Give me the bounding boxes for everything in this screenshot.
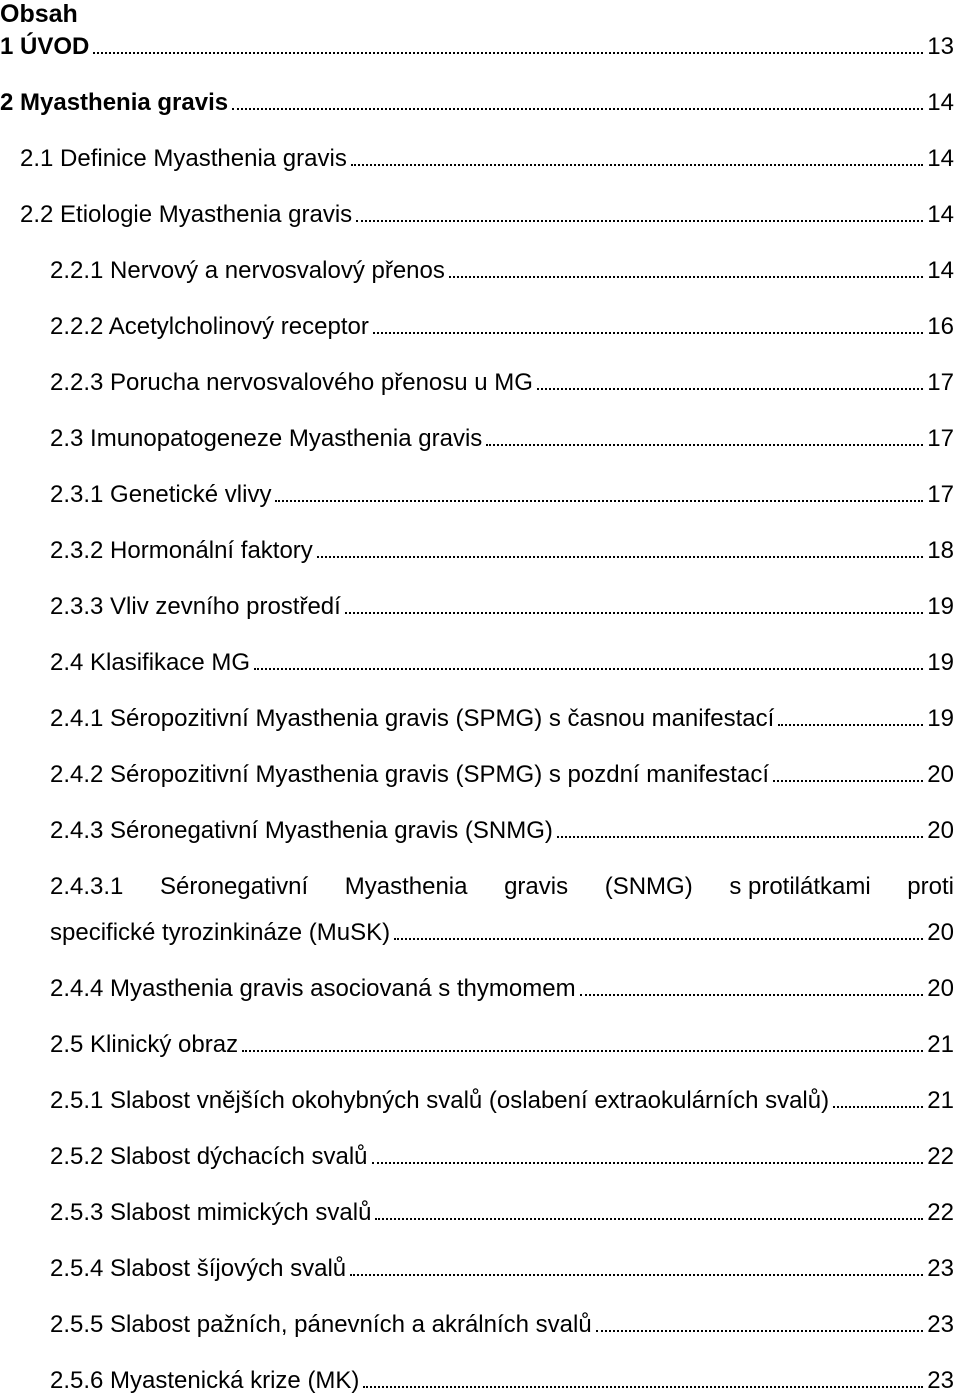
toc-page-number: 14	[927, 257, 954, 284]
toc-entry-2-5-4[interactable]	[50, 1255, 954, 1283]
dot-leader	[833, 1106, 923, 1108]
toc-page-number: 16	[927, 313, 954, 340]
toc-page-number: 19	[927, 593, 954, 620]
toc-heading: Obsah	[0, 0, 78, 28]
dot-leader	[356, 220, 923, 222]
toc-entry-2-5-6[interactable]	[50, 1367, 954, 1395]
dot-leader	[350, 1274, 923, 1276]
dot-leader	[373, 332, 923, 334]
dot-leader	[375, 1218, 923, 1220]
toc-page-number: 20	[927, 975, 954, 1002]
toc-entry-2-4-2[interactable]	[50, 761, 954, 789]
toc-entry-2-2-2[interactable]	[50, 313, 954, 341]
toc-entry-label: 2.3.3 Vliv zevního prostředí	[50, 593, 341, 620]
toc-entry-label: 2.4 Klasifikace MG	[50, 649, 251, 676]
toc-entry-2-5-1[interactable]	[50, 1087, 954, 1115]
dot-leader	[363, 1386, 923, 1388]
toc-entry-label: 2.2 Etiologie Myasthenia gravis	[20, 201, 353, 228]
toc-entry-label: 1 ÚVOD	[0, 33, 90, 60]
toc-word: Séronegativní	[160, 873, 309, 900]
toc-entry-2-4-4[interactable]	[50, 975, 954, 1003]
toc-entry-label: 2.4.2 Séropozitivní Myasthenia gravis (SPMG) s pozdní manifestací	[50, 761, 769, 788]
toc-page-number: 23	[927, 1367, 954, 1394]
toc-page-number: 21	[927, 1031, 954, 1058]
toc-entry-2-4-3-1[interactable]	[50, 919, 954, 947]
toc-entry-label: 2.2.2 Acetylcholinový receptor	[50, 313, 369, 340]
dot-leader	[596, 1330, 924, 1332]
toc-entry-2-1[interactable]	[20, 145, 954, 173]
toc-page-number: 14	[927, 145, 954, 172]
toc-word: (SNMG)	[604, 873, 693, 900]
toc-entry-label: 2.5.1 Slabost vnějších okohybných svalů (oslabení extraokulárních svalů)	[50, 1087, 830, 1114]
dot-leader	[317, 556, 924, 558]
dot-leader	[449, 276, 923, 278]
toc-page-number: 19	[927, 705, 954, 732]
toc-page-number: 20	[927, 919, 954, 946]
toc-page-number: 23	[927, 1311, 954, 1338]
toc-page-number: 23	[927, 1255, 954, 1282]
toc-entry-1[interactable]	[0, 33, 954, 61]
dot-leader	[242, 1050, 923, 1052]
toc-entry-label: 2.4.4 Myasthenia gravis asociovaná s thymomem	[50, 975, 576, 1002]
toc-page-number: 21	[927, 1087, 954, 1114]
toc-entry-label: 2.5.3 Slabost mimických svalů	[50, 1199, 372, 1226]
toc-page-number: 22	[927, 1143, 954, 1170]
toc-page-number: 20	[927, 761, 954, 788]
toc-word: s protilátkami	[729, 873, 871, 900]
toc-page-number: 17	[927, 369, 954, 396]
toc-entry-2-4-1[interactable]	[50, 705, 954, 733]
toc-page-number: 20	[927, 817, 954, 844]
toc-entry-2[interactable]	[0, 89, 954, 117]
toc-word: 2.4.3.1	[50, 873, 124, 900]
toc-word: Myasthenia	[344, 873, 468, 900]
toc-entry-2-5[interactable]	[50, 1031, 954, 1059]
toc-page-number: 14	[927, 89, 954, 116]
toc-page-number: 22	[927, 1199, 954, 1226]
toc-entry-label: 2.5 Klinický obraz	[50, 1031, 239, 1058]
toc-entry-2-2-3[interactable]	[50, 369, 954, 397]
toc-entry-label: 2.4.1 Séropozitivní Myasthenia gravis (SPMG) s časnou manifestací	[50, 705, 775, 732]
dot-leader	[580, 994, 924, 996]
toc-entry-2-4-3[interactable]	[50, 817, 954, 845]
dot-leader	[394, 938, 923, 940]
dot-leader	[254, 668, 923, 670]
toc-page-number: 17	[927, 481, 954, 508]
dot-leader	[537, 388, 923, 390]
toc-entry-label: 2.2.3 Porucha nervosvalového přenosu u MG	[50, 369, 533, 396]
toc-entry-label: 2.3.1 Genetické vlivy	[50, 481, 272, 508]
toc-entry-label: 2.5.5 Slabost pažních, pánevních a akrálních svalů	[50, 1311, 592, 1338]
toc-page-number: 18	[927, 537, 954, 564]
toc-entry-2-5-2[interactable]	[50, 1143, 954, 1171]
toc-entry-2-4-3-1-line1[interactable]	[50, 873, 954, 901]
toc-entry-2-3[interactable]	[50, 425, 954, 453]
toc-entry-label: 2.3 Imunopatogeneze Myasthenia gravis	[50, 425, 483, 452]
dot-leader	[275, 500, 923, 502]
dot-leader	[93, 52, 923, 54]
dot-leader	[351, 164, 923, 166]
toc-entry-2-5-3[interactable]	[50, 1199, 954, 1227]
toc-entry-label: 2.2.1 Nervový a nervosvalový přenos	[50, 257, 445, 284]
toc-entry-label: 2 Myasthenia gravis	[0, 89, 229, 116]
dot-leader	[773, 780, 923, 782]
toc-entry-2-3-1[interactable]	[50, 481, 954, 509]
toc-entry-2-4[interactable]	[50, 649, 954, 677]
dot-leader	[345, 612, 923, 614]
dot-leader	[778, 724, 923, 726]
dot-leader	[232, 108, 923, 110]
toc-word: gravis	[504, 873, 569, 900]
toc-entry-2-2-1[interactable]	[50, 257, 954, 285]
toc-entry-label: 2.5.6 Myastenická krize (MK)	[50, 1367, 360, 1394]
toc-entry-label: specifické tyrozinkináze (MuSK)	[50, 919, 391, 946]
toc-entry-label: 2.5.4 Slabost šíjových svalů	[50, 1255, 347, 1282]
toc-page-number: 14	[927, 201, 954, 228]
toc-word: proti	[907, 873, 954, 900]
toc-entry-2-3-2[interactable]	[50, 537, 954, 565]
dot-leader	[486, 444, 923, 446]
toc-page-number: 13	[927, 33, 954, 60]
toc-entry-2-5-5[interactable]	[50, 1311, 954, 1339]
dot-leader	[372, 1162, 924, 1164]
toc-entry-label: 2.1 Definice Myasthenia gravis	[20, 145, 347, 172]
toc-entry-2-3-3[interactable]	[50, 593, 954, 621]
toc-page-number: 19	[927, 649, 954, 676]
toc-page-number: 17	[927, 425, 954, 452]
dot-leader	[557, 836, 923, 838]
toc-entry-label: 2.4.3 Séronegativní Myasthenia gravis (SNMG)	[50, 817, 553, 844]
toc-entry-label: 2.3.2 Hormonální faktory	[50, 537, 313, 564]
toc-entry-2-2[interactable]	[20, 201, 954, 229]
toc-entry-label: 2.5.2 Slabost dýchacích svalů	[50, 1143, 368, 1170]
